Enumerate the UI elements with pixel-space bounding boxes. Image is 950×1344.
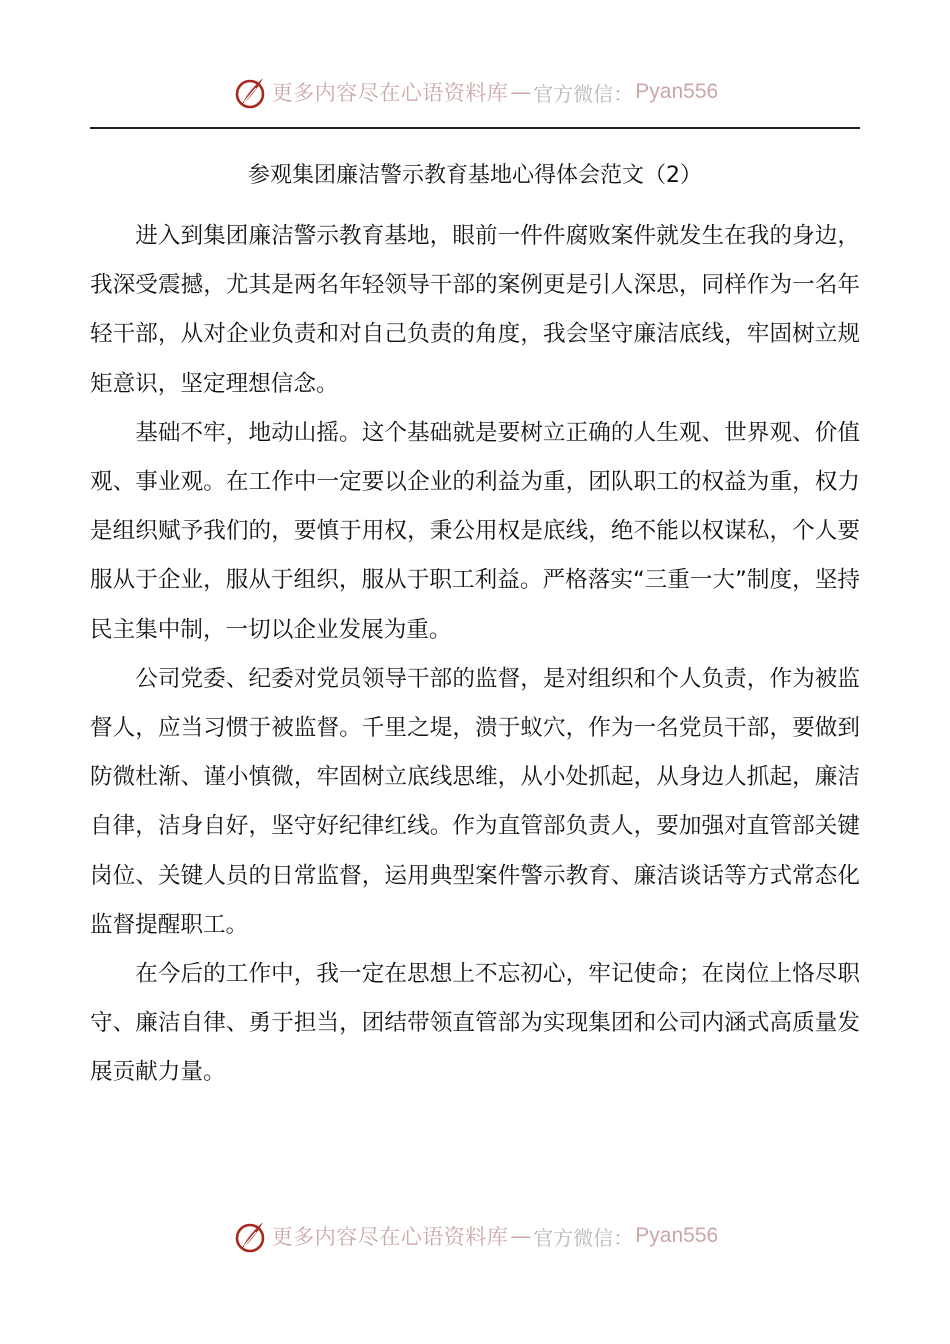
body-paragraph: 公司党委、纪委对党员领导干部的监督，是对组织和个人负责，作为被监督人，应当习惯于被监督。千里之堤，溃于蚁穴，作为一名党员干部，要做到防微杜渐、谨小慎微，牢固树立底线思维，从小处抓起，从身边人抓起，廉洁自律，洁身自好，坚守好纪律红线。作为直管部负责人，要加强对直管部关键岗位、关键人员的日常监督，运用典型案件警示教育、廉洁谈话等方式常态化监督提醒职工。: [90, 665, 860, 938]
watermark-brand-text: 更多内容尽在心语资料库: [271, 81, 509, 105]
quill-pen-icon: [232, 1218, 268, 1254]
document-body: [90, 212, 860, 1098]
body-paragraph: 在今后的工作中，我一定在思想上不忘初心，牢记使命；在岗位上恪尽职守、廉洁自律、勇于担当，团结带领直管部为实现集团和公司内涵式高质量发展贡献力量。: [90, 961, 860, 1086]
watermark-wechat-id: Pyan556: [635, 80, 719, 103]
watermark-separator: —: [510, 1224, 532, 1248]
watermark-brand-text: 更多内容尽在心语资料库: [271, 1225, 509, 1249]
header-divider: [90, 127, 860, 129]
watermark-official-label: 官方微信：: [533, 81, 634, 106]
watermark-wechat-id: Pyan556: [635, 1224, 719, 1247]
header-watermark: [0, 70, 950, 114]
body-paragraph: 进入到集团廉洁警示教育基地，眼前一件件腐败案件就发生在我的身边，我深受震撼，尤其是两名年轻领导干部的案例更是引人深思，同样作为一名年轻干部，从对企业负责和对自己负责的角度，我会坚守廉洁底线，牢固树立规矩意识，坚定理想信念。: [90, 223, 860, 397]
body-paragraph: 基础不牢，地动山摇。这个基础就是要树立正确的人生观、世界观、价值观、事业观。在工作中一定要以企业的利益为重，团队职工的权益为重，权力是组织赋予我们的，要慎于用权，秉公用权是底线，绝不能以权谋私，个人要服从于企业，服从于组织，服从于职工利益。严格落实“三重一大”制度，坚持民主集中制，一切以企业发展为重。: [90, 419, 860, 643]
watermark-separator: —: [510, 80, 532, 104]
footer-watermark: [0, 1214, 950, 1258]
quill-pen-icon: [232, 74, 268, 110]
watermark-official-label: 官方微信：: [533, 1225, 634, 1250]
document-title: 参观集团廉洁警示教育基地心得体会范文（2）: [248, 163, 702, 188]
